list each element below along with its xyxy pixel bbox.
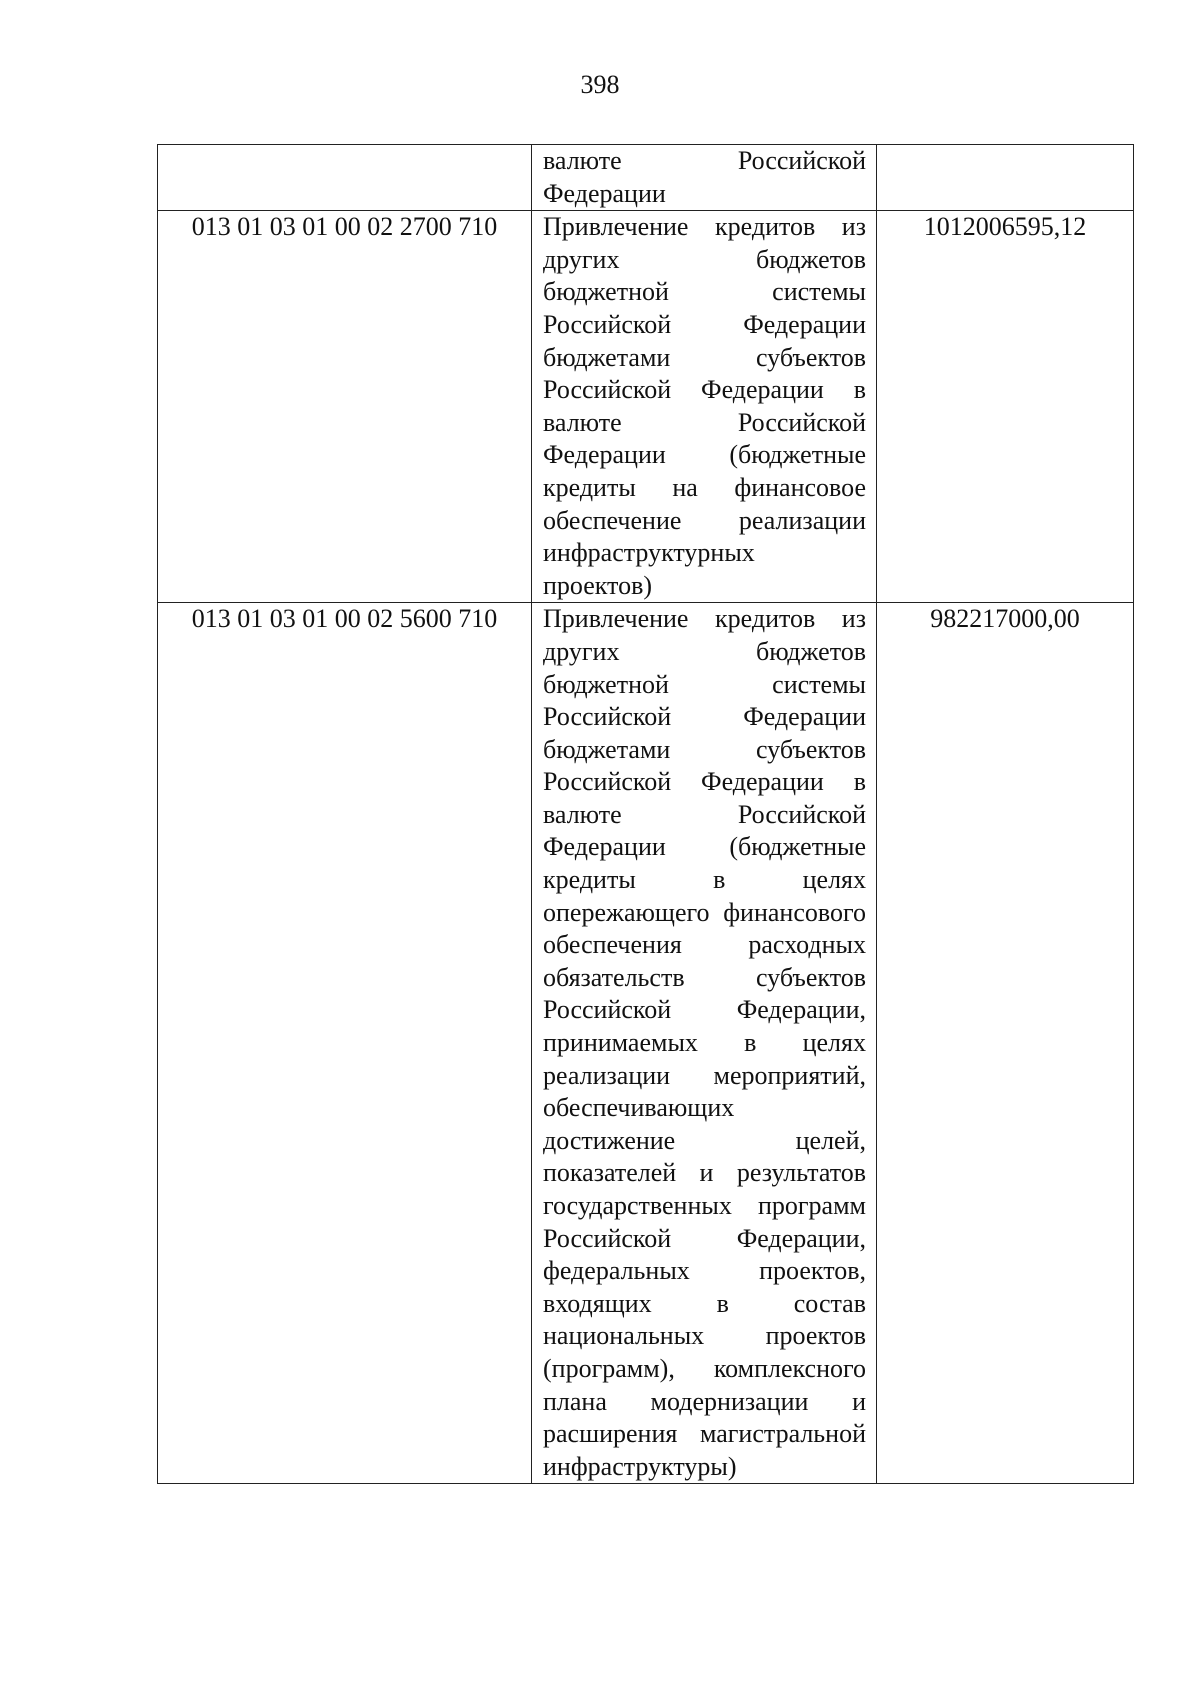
code-cell — [158, 145, 532, 211]
description-cell — [532, 211, 877, 603]
table-row — [158, 145, 1134, 211]
table-row — [158, 211, 1134, 603]
description-cell — [532, 145, 877, 211]
budget-table — [157, 144, 1134, 1484]
amount-cell — [877, 145, 1134, 211]
table-row — [158, 603, 1134, 1484]
page-number: 398 — [580, 70, 620, 99]
description-text: Привлечение кредитов из других бюджетов бюджетной системы Российской Федерации бюджетами субъектов Российской Федерации в валюте Российской Федерации (бюджетные кредиты в целях опережающего финансового обеспечения расходных обязательств субъектов Российской Федерации, принимаемых в целях реализации мероприятий, обеспечивающих достижение целей, показателей и результатов государственных программ Российской Федерации, федеральных проектов, входящих в состав национальных проектов (программ), комплексного плана модернизации и расширения магистральной инфраструктуры) — [543, 604, 866, 1481]
code-cell: 013 01 03 01 00 02 2700 710 — [158, 211, 532, 603]
amount-cell: 1012006595,12 — [877, 211, 1134, 603]
amount-cell: 982217000,00 — [877, 603, 1134, 1484]
description-text: валюте Российской Федерации — [543, 146, 866, 208]
description-cell — [532, 603, 877, 1484]
code-cell: 013 01 03 01 00 02 5600 710 — [158, 603, 532, 1484]
description-text: Привлечение кредитов из других бюджетов бюджетной системы Российской Федерации бюджетами субъектов Российской Федерации в валюте Российской Федерации (бюджетные кредиты на финансовое обеспечение реализации инфраструктурных проектов) — [543, 212, 866, 600]
